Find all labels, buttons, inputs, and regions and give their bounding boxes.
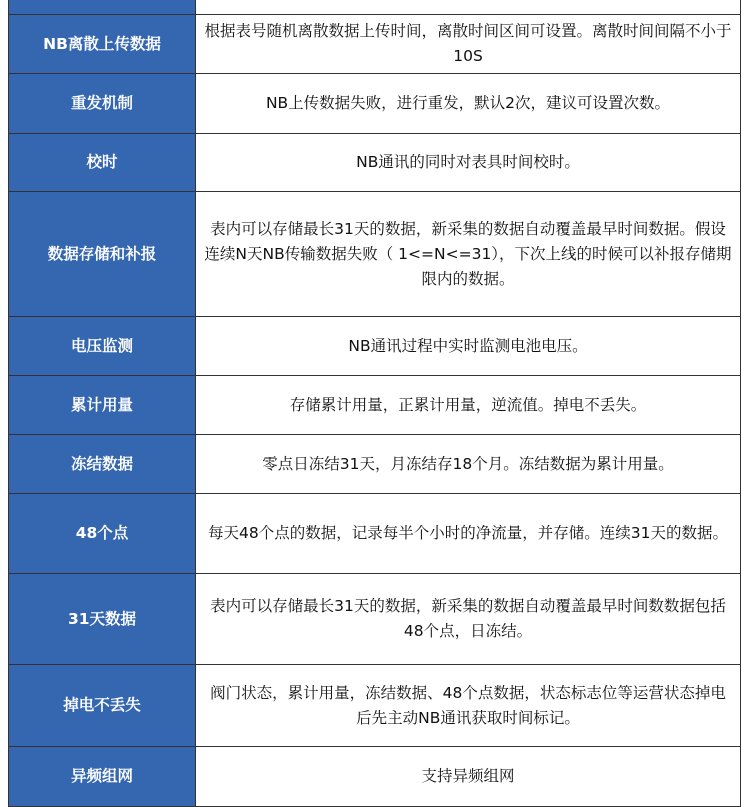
spec-table [8,0,741,807]
table-row [9,192,741,317]
row-value: 表内可以存储最长31天的数据，新采集的数据自动覆盖最早时间数数据包括48个点，日冻结。 [196,574,741,665]
row-label: NB离散上传数据 [9,15,196,74]
row-label: 校时 [9,134,196,192]
table-row [9,376,741,435]
table-row [9,0,741,15]
table-row [9,74,741,134]
row-value: 每天48个点的数据，记录每半个小时的净流量，并存储。连续31天的数据。 [196,494,741,574]
row-label: 掉电不丢失 [9,665,196,747]
table-row [9,435,741,494]
row-label: 48个点 [9,494,196,574]
row-label [9,0,196,15]
row-label: 异频组网 [9,747,196,807]
table-row [9,665,741,747]
row-value: NB上传数据失败，进行重发，默认2次，建议可设置次数。 [196,74,741,134]
row-label: 电压监测 [9,317,196,376]
row-value [196,0,741,15]
row-value: 根据表号随机离散数据上传时间，离散时间区间可设置。离散时间间隔不小于10S [196,15,741,74]
table-row [9,747,741,807]
table-row [9,494,741,574]
table-row [9,574,741,665]
row-value: 存储累计用量，正累计用量，逆流值。掉电不丢失。 [196,376,741,435]
row-value: NB通讯过程中实时监测电池电压。 [196,317,741,376]
row-label: 冻结数据 [9,435,196,494]
row-value: 支持异频组网 [196,747,741,807]
table-row [9,134,741,192]
row-value: 阀门状态，累计用量，冻结数据、48个点数据，状态标志位等运营状态掉电后先主动NB通讯获取时间标记。 [196,665,741,747]
table-row [9,317,741,376]
row-label: 数据存储和补报 [9,192,196,317]
row-value: 零点日冻结31天，月冻结存18个月。冻结数据为累计用量。 [196,435,741,494]
row-value: NB通讯的同时对表具时间校时。 [196,134,741,192]
row-label: 重发机制 [9,74,196,134]
row-value: 表内可以存储最长31天的数据，新采集的数据自动覆盖最早时间数据。假设连续N天NB传输数据失败（ 1<=N<=31），下次上线的时候可以补报存储期限内的数据。 [196,192,741,317]
row-label: 累计用量 [9,376,196,435]
row-label: 31天数据 [9,574,196,665]
table-row [9,15,741,74]
